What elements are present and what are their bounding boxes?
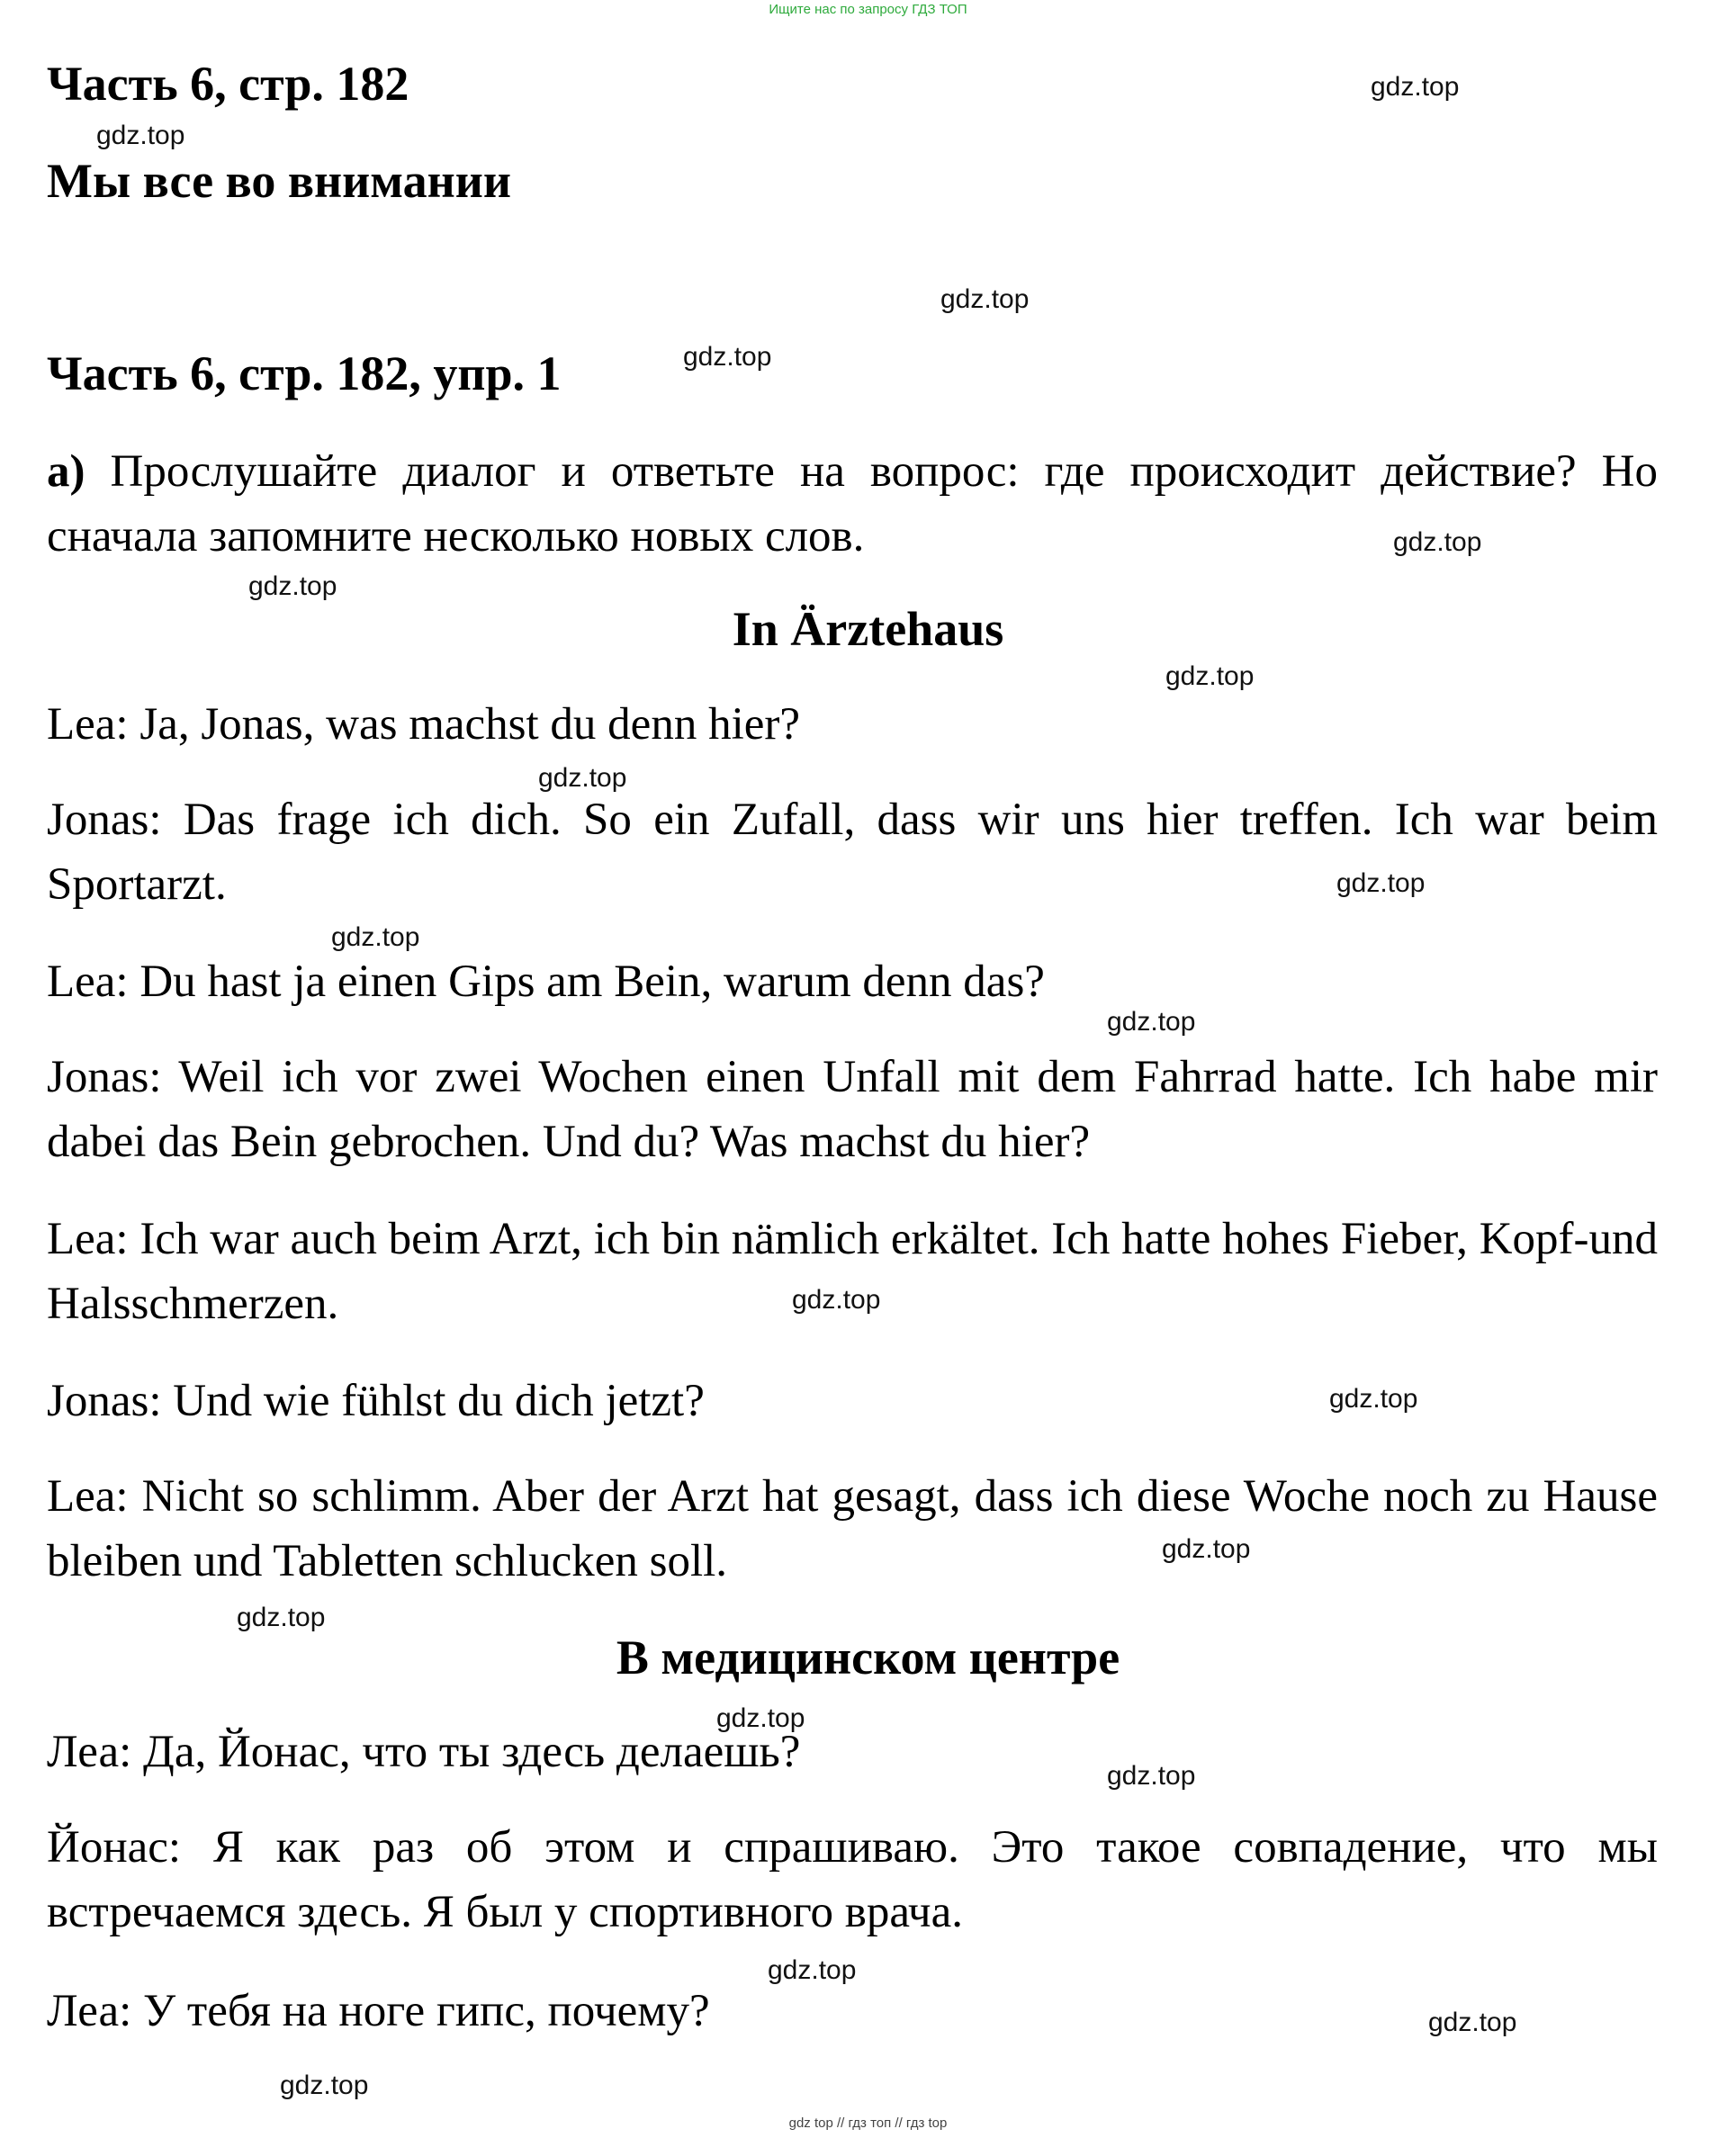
watermark: gdz.top [792,1285,881,1315]
dialog-line: Jonas: Das frage ich dich. So ein Zufall, dass wir uns hier treffen. Ich war beim Sportarzt. [47,795,1658,910]
watermark: gdz.top [768,1955,857,1985]
dialog-line: Lea: Nicht so schlimm. Aber der Arzt hat gesagt, dass ich diese Woche noch zu Hause bleiben und Tabletten schlucken soll. [47,1471,1658,1586]
dialog-line: Леа: У тебя на ноге гипс, почему? [47,1986,710,2036]
watermark: gdz.top [96,121,185,150]
exercise-heading: Часть 6, стр. 182, упр. 1 [47,346,562,400]
watermark: gdz.top [1336,868,1426,898]
dialog-line: Jonas: Und wie fühlst du dich jetzt? [47,1376,705,1426]
page-heading: Часть 6, стр. 182 [47,57,409,111]
watermark: gdz.top [1393,527,1482,557]
dialog-line: Йонас: Я как раз об этом и спрашиваю. Это такое совпадение, что мы встречаемся здесь. Я был у спортивного врача. [47,1822,1658,1937]
watermark: gdz.top [280,2071,369,2100]
dialog-line: Lea: Ja, Jonas, was machst du denn hier? [47,699,800,750]
watermark: gdz.top [1428,2008,1517,2037]
watermark: gdz.top [538,763,627,793]
dialog-line: Lea: Du hast ja einen Gips am Bein, warum denn das? [47,957,1045,1007]
watermark: gdz.top [1107,1007,1196,1037]
dialog-line: Леа: Да, Йонас, что ты здесь делаешь? [47,1727,801,1777]
task-marker: а) [47,446,85,497]
watermark: gdz.top [683,342,772,372]
watermark: gdz.top [331,922,420,952]
top-banner: Ищите нас по запросу ГДЗ ТОП [769,2,967,17]
dialog-line: Lea: Ich war auch beim Arzt, ich bin nämlich erkältet. Ich hatte hohes Fieber, Kopf-und Halsschmerzen. [47,1214,1658,1329]
watermark: gdz.top [1162,1534,1251,1564]
footer-watermark: gdz top // гдз топ // гдз top [788,2116,948,2131]
topic-heading: Мы все во внимании [47,154,511,208]
watermark: gdz.top [1329,1384,1418,1414]
watermark: gdz.top [248,571,337,601]
dialog-line: Jonas: Weil ich vor zwei Wochen einen Unfall mit dem Fahrrad hatte. Ich habe mir dabei das Bein gebrochen. Und du? Was machst du hier? [47,1052,1658,1167]
watermark: gdz.top [1165,661,1255,691]
watermark: gdz.top [1371,72,1460,102]
dialog-title-de: In Ärztehaus [732,602,1004,656]
watermark: gdz.top [237,1603,326,1632]
task-text: Прослушайте диалог и ответьте на вопрос: где происходит действие? Но сначала запомните несколько новых слов. [47,446,1658,561]
dialog-title-ru: В медицинском центре [616,1630,1120,1684]
watermark: gdz.top [1107,1761,1196,1791]
watermark: gdz.top [940,284,1030,314]
watermark: gdz.top [716,1703,805,1733]
